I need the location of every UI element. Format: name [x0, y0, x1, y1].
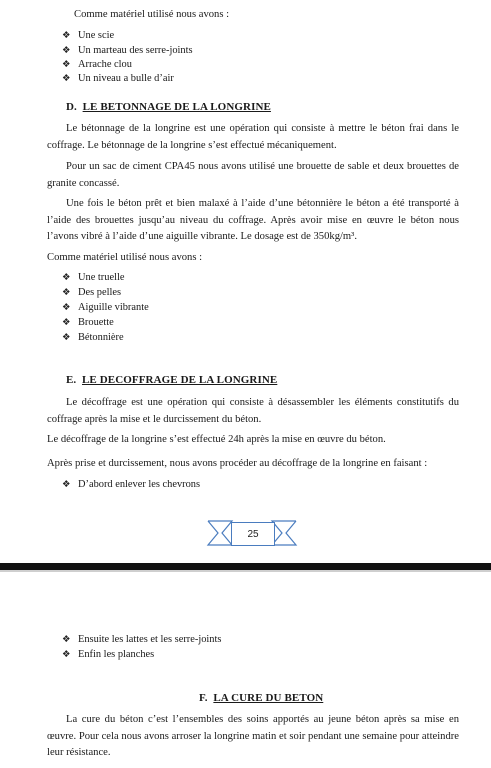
page-number: 25: [231, 522, 275, 546]
list-item: ❖ Une scie: [62, 29, 115, 41]
diamond-bullet-icon: ❖: [62, 72, 71, 84]
diamond-bullet-icon: ❖: [62, 271, 71, 283]
materials-intro: Comme matériel utilisé nous avons :: [47, 252, 203, 263]
diamond-bullet-icon: ❖: [62, 316, 71, 328]
diamond-bullet-icon: ❖: [62, 301, 71, 313]
list-item: ❖ Un niveau a bulle d’air: [62, 72, 174, 84]
list-item: ❖ Enfin les planches: [62, 648, 155, 660]
list-item: ❖ Arrache clou: [62, 58, 132, 70]
diamond-bullet-icon: ❖: [62, 633, 71, 645]
section-heading-f: F. LA CURE DU BETON: [199, 692, 324, 704]
paragraph-d3: Une fois le béton prêt et bien malaxé à l’aide d’une bétonnière le béton a été transporté à l’aide des brouettes jusqu’au niveau du coffrage. Après avoir mise en œuvre le béton nous l’avons vibré à l’aide d’une aiguille vibrante. Le dosage est de 350kg/m³.: [47, 198, 459, 242]
list-item: ❖ Une truelle: [62, 271, 125, 283]
page-gap: [0, 570, 491, 572]
diamond-bullet-icon: ❖: [62, 648, 71, 660]
diamond-bullet-icon: ❖: [62, 44, 71, 56]
list-item: ❖ D’abord enlever les chevrons: [62, 478, 201, 490]
section-heading-d: D. LE BETONNAGE DE LA LONGRINE: [66, 101, 271, 113]
list-item: ❖ Un marteau des serre-joints: [62, 44, 193, 56]
paragraph-d1: Le bétonnage de la longrine est une opération qui consiste à mettre le béton frai dans le coffrage. Le bétonnage de la longrine s’est effectué mécaniquement.: [47, 123, 459, 151]
paragraph-e2: Le décoffrage de la longrine s’est effectué 24h après la mise en œuvre du béton.: [47, 434, 386, 445]
diamond-bullet-icon: ❖: [62, 58, 71, 70]
tools-intro: Comme matériel utilisé nous avons :: [74, 9, 230, 20]
diamond-bullet-icon: ❖: [62, 29, 71, 41]
page-divider: [0, 563, 491, 570]
paragraph-d2: Pour un sac de ciment CPA45 nous avons utilisé une brouette de sable et deux brouettes de granite concassé.: [47, 161, 459, 189]
list-item: ❖ Des pelles: [62, 286, 121, 298]
list-item: ❖ Ensuite les lattes et les serre-joints: [62, 633, 222, 645]
diamond-bullet-icon: ❖: [62, 286, 71, 298]
list-item: ❖ Brouette: [62, 316, 114, 328]
paragraph-e3: Après prise et durcissement, nous avons procéder au décoffrage de la longrine en faisant :: [47, 458, 428, 469]
list-item: ❖ Bétonnière: [62, 331, 124, 343]
page-number-badge: [204, 519, 300, 547]
diamond-bullet-icon: ❖: [62, 478, 71, 490]
paragraph-e1: Le décoffrage est une opération qui consiste à désassembler les éléments constitutifs du coffrage après la mise et le durcissement du béton.: [47, 397, 459, 425]
list-item: ❖ Aiguille vibrante: [62, 301, 149, 313]
section-heading-e: E. LE DECOFFRAGE DE LA LONGRINE: [66, 374, 278, 386]
diamond-bullet-icon: ❖: [62, 331, 71, 343]
paragraph-f1: La cure du béton c’est l’ensembles des soins apportés au jeune béton après sa mise en œuvre. Pour cela nous avons arroser la longrine matin et soir pendant une semaine pour atteindre leur résistance.: [47, 714, 459, 758]
